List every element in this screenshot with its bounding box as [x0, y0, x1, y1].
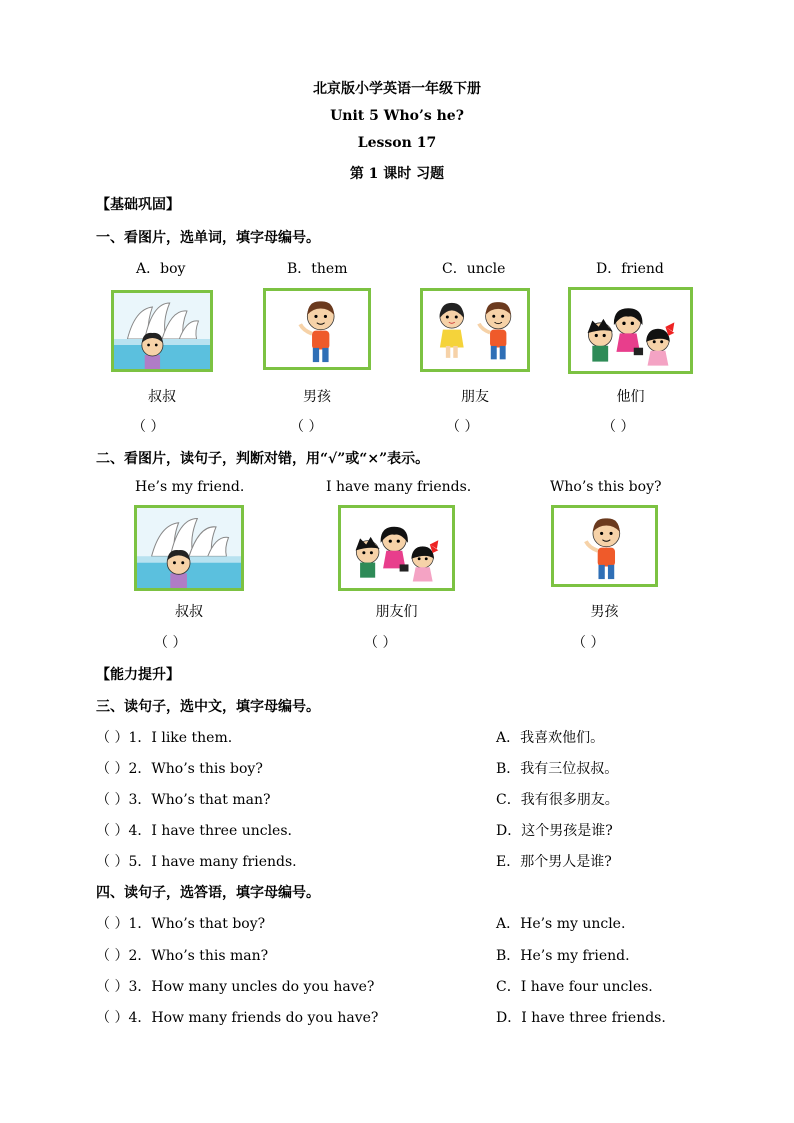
q1-answer-blank-4[interactable]: （ ）: [602, 419, 635, 435]
q4-answer-blank[interactable]: （ ）: [96, 1010, 129, 1026]
q3-answer-blank[interactable]: （ ）: [96, 823, 129, 839]
opera-house-icon: [137, 508, 241, 588]
q1-picture-uncle: [111, 290, 213, 372]
q4-sentence: 4．How many friends do you have?: [128, 1010, 379, 1026]
friends-group-icon: [341, 508, 452, 588]
q3-answer-blank[interactable]: （ ）: [96, 730, 129, 746]
q4-option-b: B．He’s my friend.: [496, 948, 630, 964]
q4-item-1: [96, 913, 265, 933]
q3-item-5: [96, 851, 297, 871]
q2-sentence-1: He’s my friend.: [135, 479, 245, 495]
boy-icon: [266, 291, 368, 367]
q2-picture-1: [134, 505, 244, 591]
boy-icon: [554, 508, 655, 584]
q3-option-a: A．我喜欢他们。: [496, 730, 605, 746]
q3-item-2: [96, 758, 263, 778]
q4-answer-blank[interactable]: （ ）: [96, 948, 129, 964]
q1-option-c: C．uncle: [442, 261, 506, 277]
section-basic-heading: 【基础巩固】: [96, 197, 180, 213]
q3-sentence: 2．Who’s this boy?: [128, 761, 263, 777]
q3-title: 三、读句子，选中文，填字母编号。: [96, 699, 320, 715]
q1-answer-blank-1[interactable]: （ ）: [132, 419, 165, 435]
q3-answer-blank[interactable]: （ ）: [96, 792, 129, 808]
q2-caption-3: 男孩: [590, 604, 619, 620]
q3-answer-blank[interactable]: （ ）: [96, 854, 129, 870]
q4-answer-blank[interactable]: （ ）: [96, 916, 129, 932]
q4-option-a: A．He’s my uncle.: [496, 916, 626, 932]
q1-picture-friend: [420, 288, 530, 372]
q3-sentence: 4．I have three uncles.: [128, 823, 292, 839]
book-title: 北京版小学英语一年级下册: [313, 81, 481, 97]
q2-picture-3: [551, 505, 658, 587]
two-kids-icon: [423, 291, 527, 369]
q4-answer-blank[interactable]: （ ）: [96, 979, 129, 995]
q2-caption-1: 叔叔: [175, 604, 203, 620]
q3-sentence: 1．I like them.: [128, 730, 233, 746]
q3-option-b: B．我有三位叔叔。: [496, 761, 619, 777]
q1-caption-1: 叔叔: [148, 389, 176, 405]
q4-option-d: D．I have three friends.: [496, 1010, 666, 1026]
q2-sentence-2: I have many friends.: [326, 479, 472, 495]
q4-sentence: 3．How many uncles do you have?: [128, 979, 375, 995]
q4-sentence: 2．Who’s this man?: [128, 948, 269, 964]
q3-option-d: D．这个男孩是谁?: [496, 823, 613, 839]
q1-caption-3: 朋友: [461, 389, 489, 405]
section-ability-heading: 【能力提升】: [96, 667, 180, 683]
q2-answer-blank-3[interactable]: （ ）: [572, 635, 605, 651]
q4-option-c: C．I have four uncles.: [496, 979, 653, 995]
q3-sentence: 5．I have many friends.: [128, 854, 297, 870]
q3-option-c: C．我有很多朋友。: [496, 792, 619, 808]
q1-caption-2: 男孩: [303, 389, 331, 405]
unit-title: Unit 5 Who’s he?: [330, 108, 464, 124]
q4-title: 四、读句子，选答语，填字母编号。: [96, 885, 320, 901]
friends-group-icon: [571, 290, 690, 371]
opera-house-icon: [114, 293, 210, 369]
q1-answer-blank-2[interactable]: （ ）: [290, 419, 323, 435]
lesson-title: Lesson 17: [357, 135, 437, 151]
q1-picture-boy: [263, 288, 371, 370]
q2-answer-blank-2[interactable]: （ ）: [364, 635, 397, 651]
q3-answer-blank[interactable]: （ ）: [96, 761, 129, 777]
q3-sentence: 3．Who’s that man?: [128, 792, 271, 808]
q3-item-1: [96, 727, 232, 747]
q4-item-4: [96, 1007, 378, 1027]
q1-option-b: B．them: [287, 261, 348, 277]
q2-sentence-3: Who’s this boy?: [550, 479, 662, 495]
q4-item-2: [96, 945, 268, 965]
q2-caption-2: 朋友们: [375, 604, 418, 620]
q1-option-a: A．boy: [136, 261, 186, 277]
q4-sentence: 1．Who’s that boy?: [128, 916, 266, 932]
q4-item-3: [96, 976, 374, 996]
q1-picture-them: [568, 287, 693, 374]
q2-answer-blank-1[interactable]: （ ）: [154, 635, 187, 651]
q1-caption-4: 他们: [616, 389, 645, 405]
session-title: 第 1 课时 习题: [349, 166, 445, 182]
q1-title: 一、看图片，选单词，填字母编号。: [96, 230, 320, 246]
q2-picture-2: [338, 505, 455, 591]
q3-item-4: [96, 820, 292, 840]
q2-title: 二、看图片，读句子，判断对错，用“√”或“×”表示。: [96, 451, 430, 467]
q1-answer-blank-3[interactable]: （ ）: [446, 419, 479, 435]
q3-item-3: [96, 789, 271, 809]
q1-option-d: D．friend: [596, 261, 664, 277]
q3-option-e: E．那个男人是谁?: [496, 854, 612, 870]
